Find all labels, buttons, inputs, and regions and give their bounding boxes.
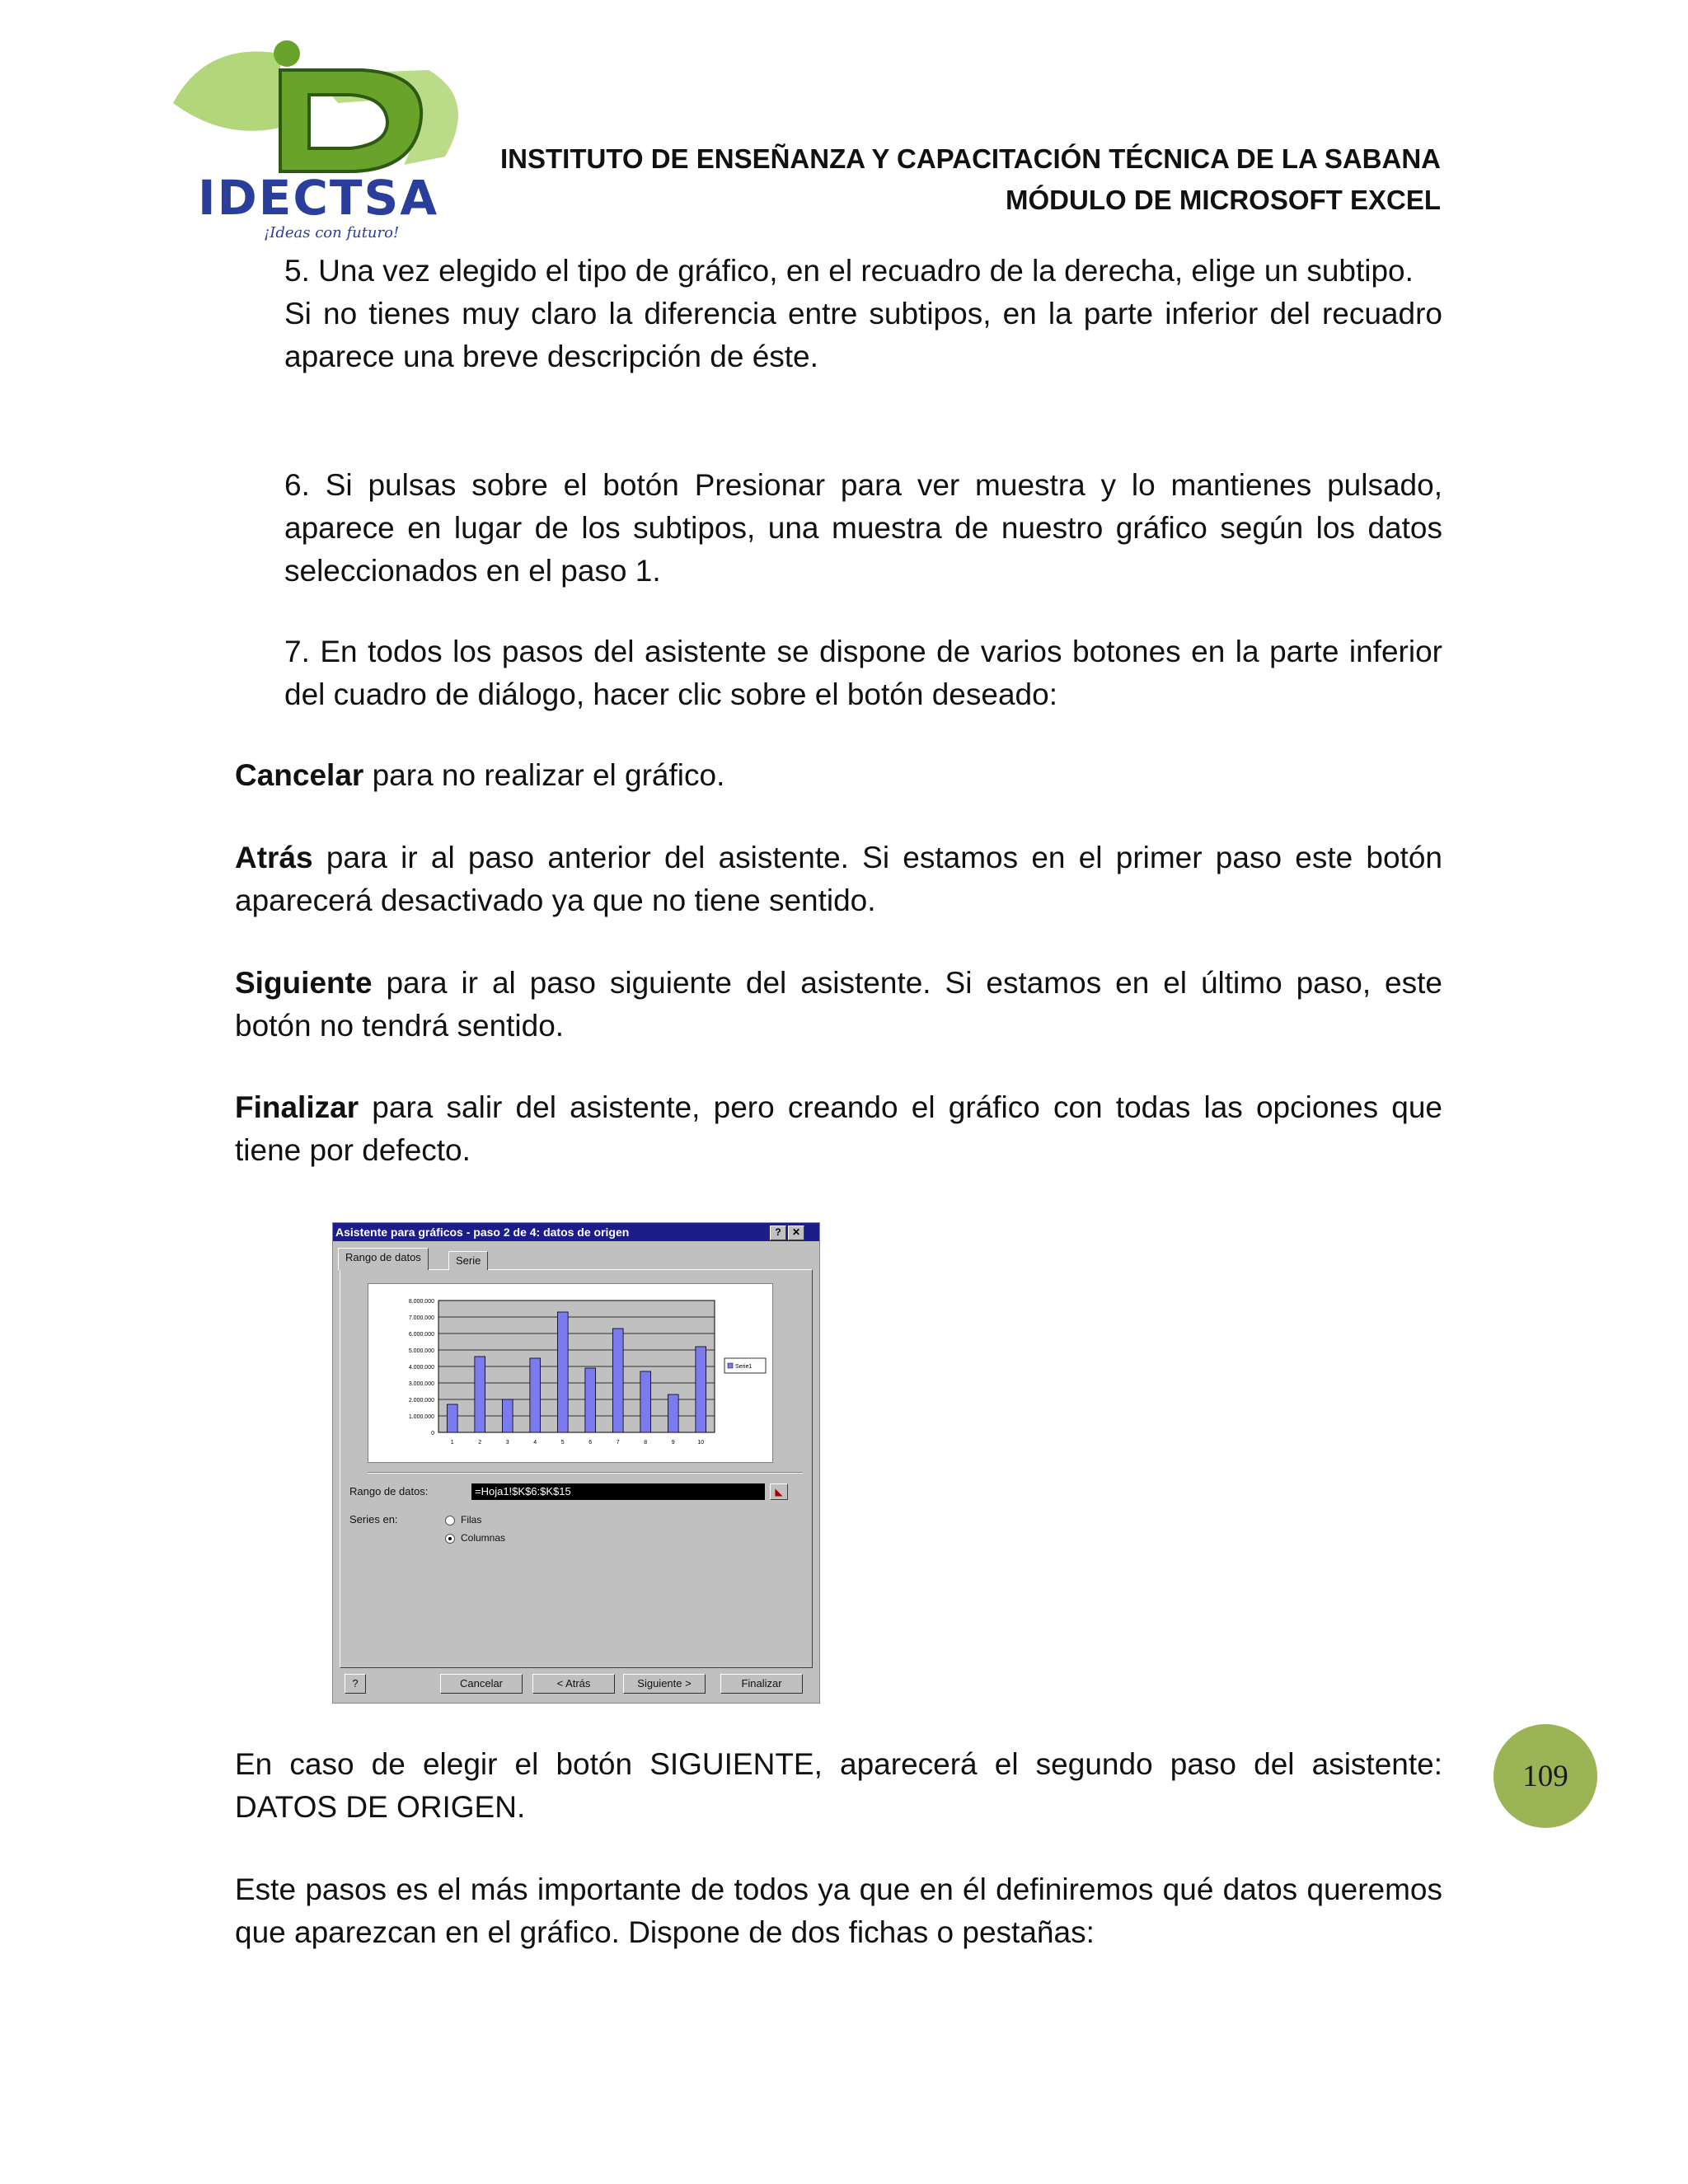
paragraph-step7: 7. En todos los pasos del asistente se dispone de varios botones en la parte inferior del cuadro de diálogo, hacer clic sobre el botón deseado: [284, 635, 1442, 711]
idectsa-logo [157, 25, 478, 247]
x-tick-label: 9 [671, 1440, 675, 1446]
help-button[interactable]: ? [345, 1674, 366, 1694]
paragraph-atras [235, 837, 1442, 922]
term-atras: Atrás [235, 841, 313, 874]
x-tick-label: 6 [588, 1440, 593, 1446]
x-tick-label: 8 [644, 1440, 648, 1446]
paragraph-cancelar [235, 754, 1442, 797]
dialog-title: Asistente para gráficos - paso 2 de 4: datos de origen [335, 1226, 630, 1239]
x-tick-label: 7 [616, 1440, 620, 1446]
header-module: MÓDULO DE MICROSOFT EXCEL [1006, 185, 1441, 215]
finish-button[interactable]: Finalizar [720, 1674, 803, 1694]
radio-columnas-label: Columnas [461, 1532, 506, 1544]
legend-label: Serie1 [735, 1364, 753, 1370]
paragraph-siguiente [235, 962, 1442, 1047]
step5-text: 5. Una vez elegido el tipo de gráfico, en el recuadro de la derecha, elige un subtipo. [284, 254, 1414, 288]
dialog-title-bar [333, 1223, 819, 1241]
bar [640, 1371, 651, 1432]
x-tick-label: 2 [478, 1440, 482, 1446]
bar [475, 1357, 485, 1432]
range-label: Rango de datos: [349, 1485, 429, 1497]
document-header [500, 138, 1441, 221]
logo-wordmark: IDECTSA [198, 170, 439, 226]
bar [530, 1358, 541, 1432]
y-tick-label: 4.000.000 [408, 1365, 434, 1371]
page-number: 109 [1493, 1724, 1597, 1828]
legend-swatch [728, 1363, 733, 1368]
paragraph-siguiente-step: En caso de elegir el botón SIGUIENTE, aparecerá el segundo paso del asistente: DATOS DE ORIGEN. [235, 1747, 1442, 1824]
radio-columnas[interactable] [445, 1534, 455, 1544]
chart-preview [368, 1283, 773, 1463]
y-tick-label: 7.000.000 [408, 1315, 434, 1321]
collapse-dialog-icon[interactable]: ◣ [770, 1483, 788, 1500]
bar [502, 1399, 513, 1432]
x-tick-label: 4 [533, 1440, 537, 1446]
tab-rango-de-datos[interactable]: Rango de datos [338, 1248, 429, 1270]
header-institute: INSTITUTO DE ENSEÑANZA Y CAPACITACIÓN TÉCNICA DE LA SABANA [500, 143, 1441, 174]
term-siguiente: Siguiente [235, 966, 373, 1000]
bar [668, 1394, 678, 1432]
series-in-label: Series en: [349, 1513, 398, 1526]
bar [557, 1312, 568, 1432]
paragraph-step5 [284, 250, 1442, 378]
bar [585, 1368, 596, 1432]
term-cancelar: Cancelar [235, 758, 364, 792]
y-tick-label: 2.000.000 [408, 1398, 434, 1404]
next-button[interactable]: Siguiente > [623, 1674, 706, 1694]
y-tick-label: 6.000.000 [408, 1332, 434, 1338]
x-tick-label: 3 [505, 1440, 509, 1446]
desc-cancelar: para no realizar el gráfico. [363, 758, 725, 792]
y-tick-label: 1.000.000 [408, 1414, 434, 1420]
paragraph-step6: 6. Si pulsas sobre el botón Presionar para ver muestra y lo mantienes pulsado, aparece en lugar de los subtipos, una muestra de nuestro gráfico según los datos seleccionados en el paso 1. [284, 468, 1442, 588]
desc-atras: para ir al paso anterior del asistente. Si estamos en el primer paso este botón aparecerá desactivado ya que no tiene sentido. [235, 841, 1442, 917]
desc-finalizar: para salir del asistente, pero creando el gráfico con todas las opciones que tiene por defecto. [235, 1090, 1442, 1167]
chart-wizard-dialog [332, 1222, 820, 1704]
x-tick-label: 10 [697, 1440, 705, 1446]
term-finalizar: Finalizar [235, 1090, 359, 1124]
bar [696, 1347, 706, 1432]
close-icon[interactable]: ✕ [788, 1226, 804, 1240]
y-tick-label: 5.000.000 [408, 1348, 434, 1354]
paragraph-datos-origen: Este pasos es el más importante de todos ya que en él definiremos qué datos queremos que aparezcan en el gráfico. Dispone de dos fichas o pestañas: [235, 1872, 1442, 1949]
divider [368, 1472, 803, 1474]
y-tick-label: 8.000.000 [408, 1299, 434, 1305]
desc-siguiente: para ir al paso siguiente del asistente. Si estamos en el último paso, este botón no tendrá sentido. [235, 966, 1442, 1043]
bar [612, 1329, 623, 1432]
paragraph-finalizar [235, 1086, 1442, 1172]
y-tick-label: 0 [431, 1431, 434, 1436]
radio-filas[interactable] [445, 1516, 455, 1526]
y-tick-label: 3.000.000 [408, 1381, 434, 1387]
x-tick-label: 1 [450, 1440, 454, 1446]
range-input[interactable]: =Hoja1!$K$6:$K$15 [471, 1483, 765, 1500]
back-button[interactable]: < Atrás [532, 1674, 615, 1694]
logo-tagline: ¡Ideas con futuro! [264, 224, 400, 241]
step5-note: Si no tienes muy claro la diferencia entre subtipos, en la parte inferior del recuadro aparece una breve descripción de éste. [284, 297, 1442, 373]
bar [447, 1404, 457, 1432]
radio-filas-label: Filas [461, 1514, 482, 1526]
x-tick-label: 5 [560, 1440, 565, 1446]
help-icon[interactable]: ? [770, 1226, 786, 1240]
tab-serie[interactable]: Serie [448, 1251, 488, 1270]
cancel-button[interactable]: Cancelar [440, 1674, 523, 1694]
